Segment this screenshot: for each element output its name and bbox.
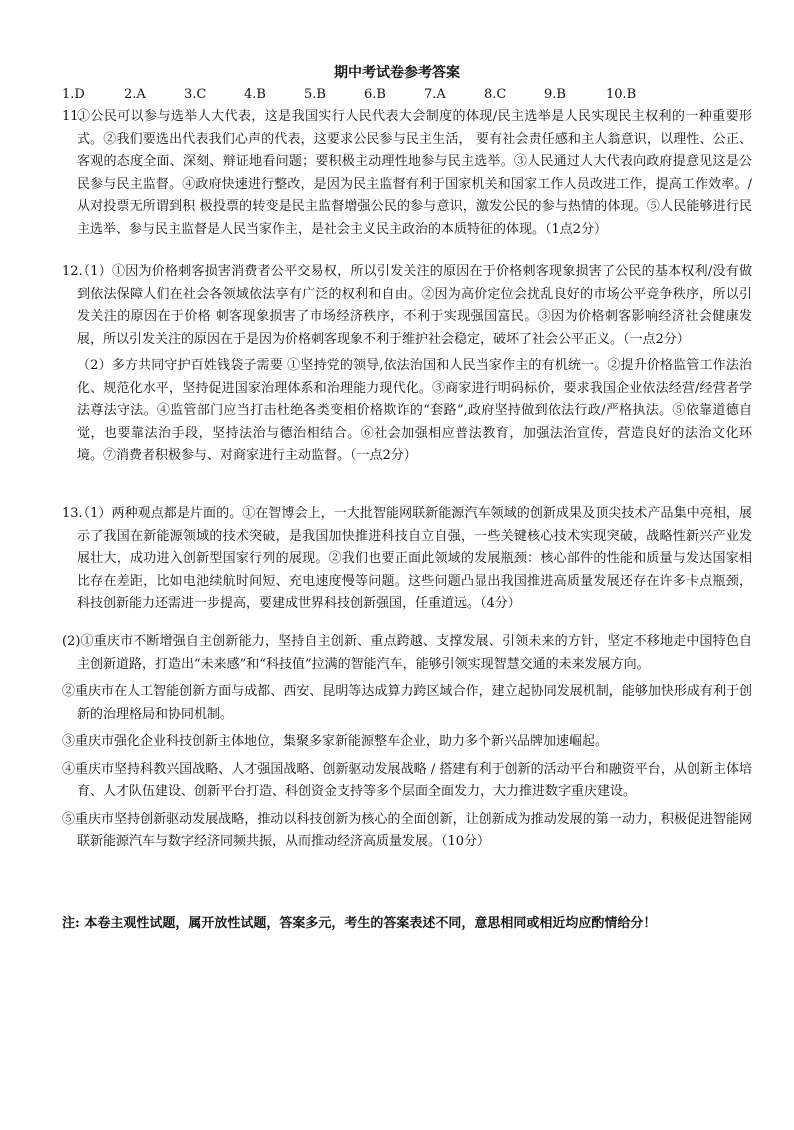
- question-number: 11.: [62, 109, 83, 124]
- page-title: 期中考试卷参考答案: [334, 65, 460, 81]
- choice-answer: 1.D: [62, 87, 85, 102]
- answer-point: ⑤重庆市坚持创新驱动发展战略，推动以科技创新为核心的全面创新，让创新成为推动发展的第一动力，积极促进智能网联新能源汽车与数字经济同频共振，从而推动经济高质量发展。（10分）: [62, 811, 752, 849]
- question-number: 12.: [62, 264, 83, 279]
- question-11-answer: [62, 106, 752, 241]
- choice-answer: 6.B: [364, 87, 386, 102]
- answer-point: ③重庆市强化企业科技创新主体地位，集聚多家新能源整车企业，助力多个新兴品牌加速崛起。: [62, 734, 609, 749]
- choice-answer: 8.C: [484, 87, 507, 102]
- question-12-answer: [62, 261, 752, 468]
- answer-text: ①公民可以参与选举人大代表，这是我国实行人民代表大会制度的体现/民主选举是人民实现民主权利的一种重要形式。②我们要选出代表我们心声的代表，这要求公民参与民主生活， 要有社会责任感和主人翁意识，以理性、公正、客观的态度全面、深刻、辩证地看问题；要积极主动理性地参与民主选举。③人民通过人大代表向政府提意见这是公民参与民主监督。④政府快速进行整改，是因为民主监督有利于国家机关和国家工作人员改进工作，提高工作效率。/从对投票无所谓到积 极投票的转变是民主监督增强公民的参与意识，激发公民的参与热情的体现。⑤人民能够进行民主选举、参与民主监督是人民当家作主，是社会主义民主政治的本质特征的体现。（1点2分）: [77, 109, 752, 237]
- choice-answers-row: [62, 86, 752, 104]
- choice-answer: 2.A: [124, 87, 146, 102]
- answer-point: ②重庆市在人工智能创新方面与成都、西安、昆明等达成算力跨区域合作，建立起协同发展机制，能够加快形成有利于创新的治理格局和协同机制。: [62, 684, 752, 722]
- answer-part-1: （1）①因为价格刺客损害消费者公平交易权，所以引发关注的原因在于价格刺客现象损害了公民的基本权利/没有做到依法保障人们在社会各领域依法享有广泛的权利和自由。②因为高价定位会扰乱良好的市场公平竞争秩序，所以引发关注的原因在于价格 刺客现象损害了市场经济秩序，不利于实现强国富民。③因为价格刺客影响经济社会健康发展，所以引发关注的原因在于是因为价格刺客现象不利于维护社会稳定，破坏了社会公平正义。（一点2分）: [77, 264, 752, 347]
- answer-part-1: （1）两种观点都是片面的。①在智博会上，一大批智能网联新能源汽车领域的创新成果及顶尖技术产品集中亮相，展示了我国在新能源领域的技术突破，是我国加快推进科技自立自强，一些关键核心技术实现突破，战略性新兴产业发展壮大，成功进入创新型国家行列的展现。②我们也要正面此领域的发展瓶颈：核心部件的性能和质量与发达国家相比存在差距，比如电池续航时间短、充电速度慢等问题。这些问题凸显出我国推进高质量发展还存在许多卡点瓶颈，科技创新能力还需进一步提高，要建成世界科技创新强国，任重道远。（4分）: [77, 506, 752, 611]
- answer-point: (2)①重庆市不断增强自主创新能力，坚持自主创新、重点跨越、支撑发展、引领未来的方针，坚定不移地走中国特色自主创新道路，打造出“未来感”和“科技值”拉满的智能汽车，能够引领实现智慧交通的未来发展方向。: [62, 634, 752, 672]
- choice-answer: 4.B: [244, 87, 266, 102]
- answer-point: ④重庆市坚持科教兴国战略、人才强国战略、创新驱动发展战略 / 搭建有利于创新的活动平台和融资平台，从创新主体培育、人才队伍建设、创新平台打造、科创资金支持等多个层面全面发力，大力推进数字重庆建设。: [62, 761, 752, 799]
- choice-answer: 5.B: [304, 87, 326, 102]
- question-number: 13.: [62, 506, 83, 521]
- question-13-answer: [62, 503, 752, 616]
- choice-answer: 3.C: [184, 87, 207, 102]
- choice-answer: 7.A: [424, 87, 446, 102]
- question-13-part-2: [62, 631, 752, 854]
- answer-part-2: （2）多方共同守护百姓钱袋子需要 ①坚持党的领导,依法治国和人民当家作主的有机统一。②提升价格监管工作法治化、规范化水平，坚持促进国家治理体系和治理能力现代化。③商家进行明码标价，要求我国企业依法经营/经营者学法尊法守法。④监管部门应当打击杜绝各类变相价格欺诈的“套路”,政府坚持做到依法行政/严格执法。⑤依靠道德自觉，也要靠法治手段，坚持法治与德治相结合。⑥社会加强相应普法教育，加强法治宣传，营造良好的法治文化环境。⑦消费者积极参与、对商家进行主动监督。（一点2分）: [77, 358, 752, 463]
- choice-answer: 10.B: [606, 87, 637, 102]
- grading-note: 注: 本卷主观性试题，属开放性试题，答案多元，考生的答案表述不同，意思相同或相近均应酌情给分！: [62, 916, 657, 931]
- choice-answer: 9.B: [544, 87, 566, 102]
